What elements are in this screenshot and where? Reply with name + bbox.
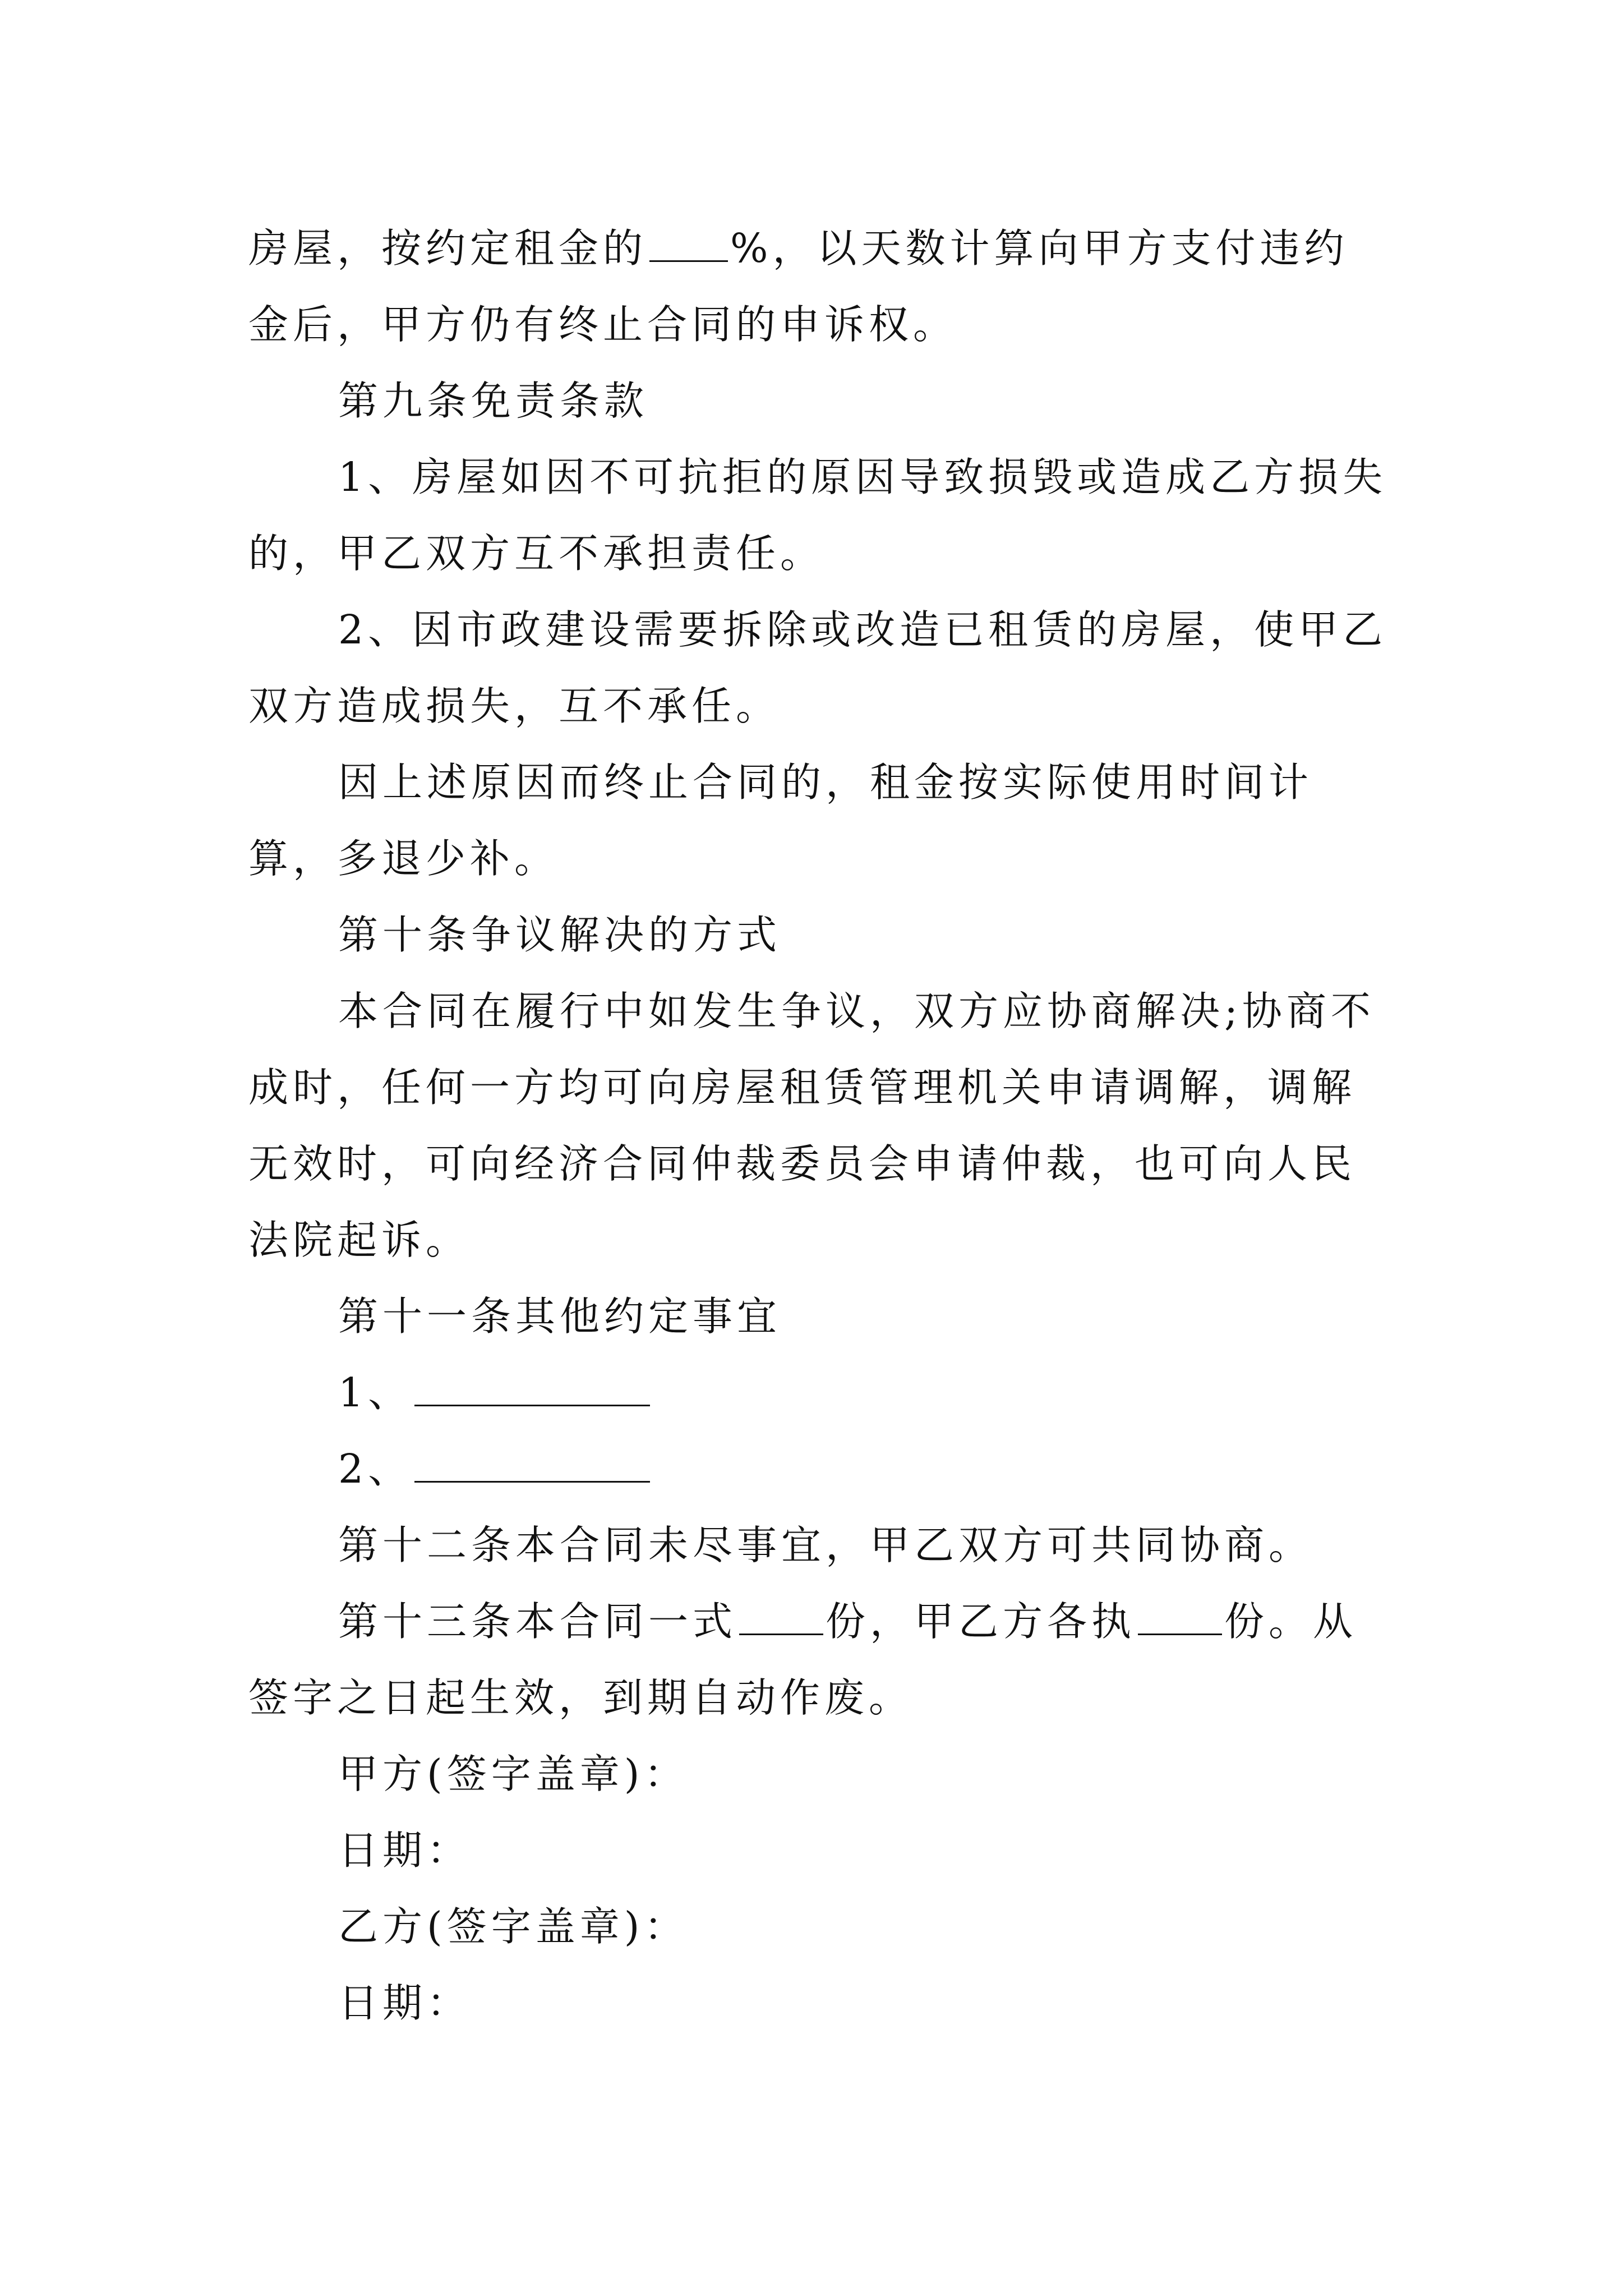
heading-article-10: 第十条争议解决的方式: [338, 912, 782, 958]
other-item-2-blank: [414, 1447, 650, 1483]
copies-text-middle: 份，甲乙方各执: [826, 1598, 1136, 1645]
party-a-signature: 甲方(签字盖章)：: [338, 1751, 689, 1797]
heading-article-11: 第十一条其他约定事宜: [338, 1293, 782, 1340]
other-item-1: [248, 1355, 1393, 1431]
paragraph-copies: [248, 1584, 1393, 1736]
penalty-text-start: 房屋，按约定租金的: [248, 225, 648, 272]
heading-article-9: 第九条免责条款: [338, 378, 649, 424]
other-item-1-blank: [414, 1371, 650, 1406]
paragraph-exemption-2: 2、因市政建设需要拆除或改造已租赁的房屋，使甲乙双方造成损失，互不承任。: [248, 606, 1387, 729]
copies-text-start: 第十三条本合同一式: [338, 1598, 737, 1645]
other-item-1-label: 1、: [338, 1369, 413, 1416]
penalty-percent-blank: [649, 227, 728, 262]
copies-each-blank: [1138, 1600, 1222, 1635]
other-item-2-label: 2、: [338, 1446, 413, 1492]
other-item-2: [248, 1431, 1393, 1507]
document-body: [248, 210, 1393, 2041]
party-a-date: 日期：: [338, 1827, 472, 1874]
penalty-text-end: %，以天数计算向甲方支付违约金后，甲方仍有终止合同的申诉权。: [248, 225, 1349, 348]
party-b-signature: 乙方(签字盖章)：: [338, 1903, 689, 1950]
party-b-date: 日期：: [338, 1980, 472, 2026]
paragraph-penalty: [248, 210, 1393, 363]
heading-article-12: 第十二条本合同未尽事宜，甲乙双方可共同协商。: [338, 1522, 1313, 1568]
paragraph-exemption-1: 1、房屋如因不可抗拒的原因导致损毁或造成乙方损失的，甲乙双方互不承担责任。: [248, 454, 1387, 577]
paragraph-rent-settlement: 因上述原因而终止合同的，租金按实际使用时间计算，多退少补。: [248, 759, 1313, 882]
paragraph-dispute-resolution: 本合同在履行中如发生争议，双方应协商解决;协商不成时，任何一方均可向房屋租赁管理机关申请调解，调解无效时，可向经济合同仲裁委员会申请仲裁，也可向人民法院起诉。: [248, 988, 1375, 1263]
copies-total-blank: [739, 1600, 823, 1635]
copies-text-end: 份。从签字之日起生效，到期自动作废。: [248, 1598, 1358, 1721]
